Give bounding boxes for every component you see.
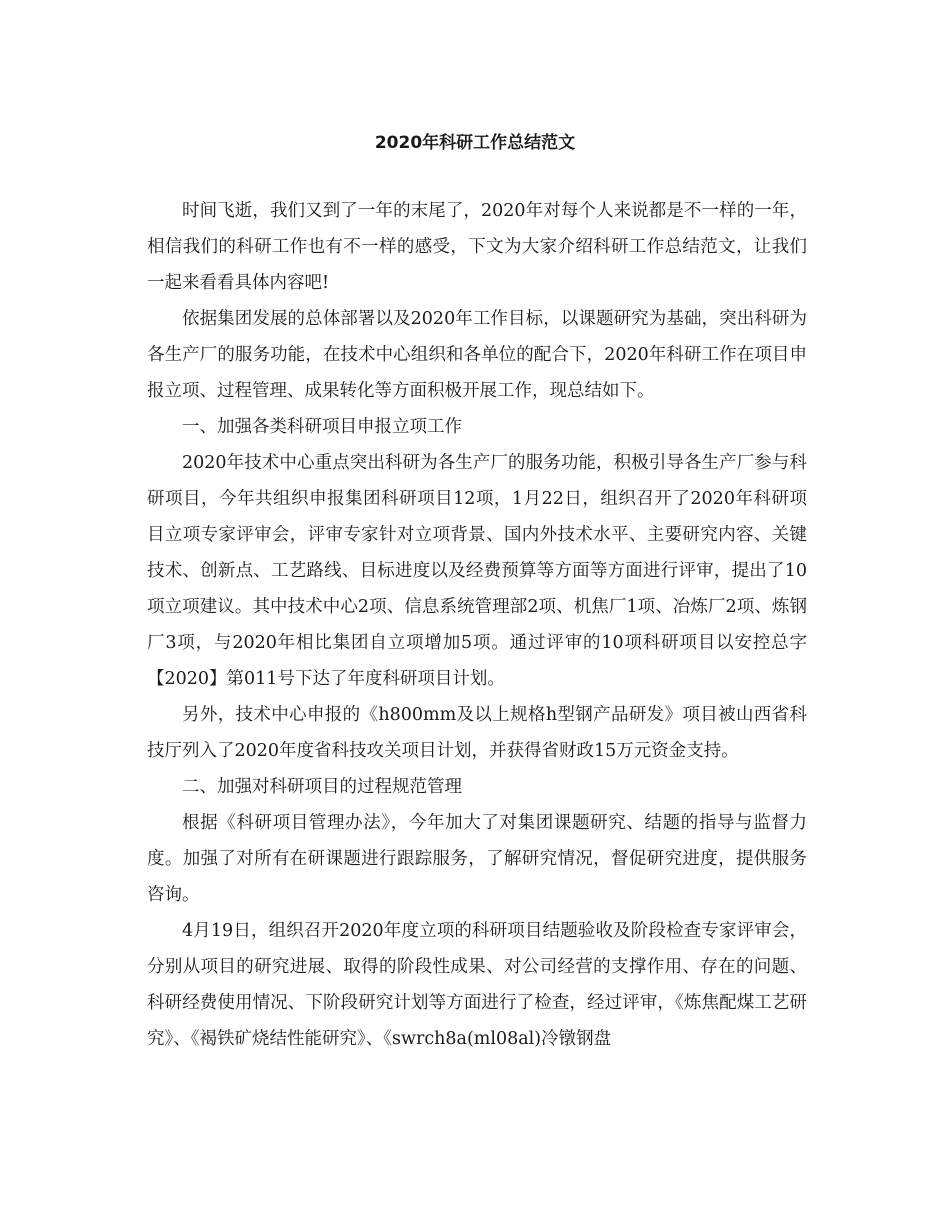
paragraph-project-application: 2020年技术中心重点突出科研为各生产厂的服务功能，积极引导各生产厂参与科研项目，今年共组织申报集团科研项目12项，1月22日，组织召开了2020年科研项目立项专家评审会，评审专家针对立项背景、国内外技术水平、主要研究内容、关键技术、创新点、工艺路线、目标进度以及经费预算等方面等方面进行评审，提出了10项立项建议。其中技术中心2项、信息系统管理部2项、机焦厂1项、冶炼厂2项、炼钢厂3项，与2020年相比集团自立项增加5项。通过评审的10项科研项目以安控总字【2020】第011号下达了年度科研项目计划。	[147, 453, 807, 689]
document-body	[147, 193, 807, 1057]
paragraph-intro: 时间飞逝，我们又到了一年的末尾了，2020年对每个人来说都是不一样的一年，相信我们的科研工作也有不一样的感受，下文为大家介绍科研工作总结范文，让我们一起来看看具体内容吧!	[147, 201, 807, 293]
paragraph-overview: 依据集团发展的总体部署以及2020年工作目标，以课题研究为基础，突出科研为各生产厂的服务功能，在技术中心组织和各单位的配合下，2020年科研工作在项目申报立项、过程管理、成果转化等方面积极开展工作，现总结如下。	[147, 309, 807, 401]
paragraph-process-management: 根据《科研项目管理办法》，今年加大了对集团课题研究、结题的指导与监督力度。加强了对所有在研课题进行跟踪服务，了解研究情况，督促研究进度，提供服务咨询。	[147, 813, 807, 905]
paragraph-review-meeting: 4月19日，组织召开2020年度立项的科研项目结题验收及阶段检查专家评审会，分别从项目的研究进展、取得的阶段性成果、对公司经营的支撑作用、存在的问题、科研经费使用情况、下阶段研究计划等方面进行了检查，经过评审，《炼焦配煤工艺研究》、《褐铁矿烧结性能研究》、《swrch8a(ml08al)冷镦钢盘	[147, 921, 807, 1049]
section-heading-1: 一、加强各类科研项目申报立项工作	[182, 417, 462, 437]
section-heading-2: 二、加强对科研项目的过程规范管理	[182, 777, 462, 797]
document-title: 2020年科研工作总结范文	[374, 133, 576, 153]
paragraph-provincial-project: 另外，技术中心申报的《h800mm及以上规格h型钢产品研发》项目被山西省科技厅列入了2020年度省科技攻关项目计划，并获得省财政15万元资金支持。	[147, 705, 807, 761]
